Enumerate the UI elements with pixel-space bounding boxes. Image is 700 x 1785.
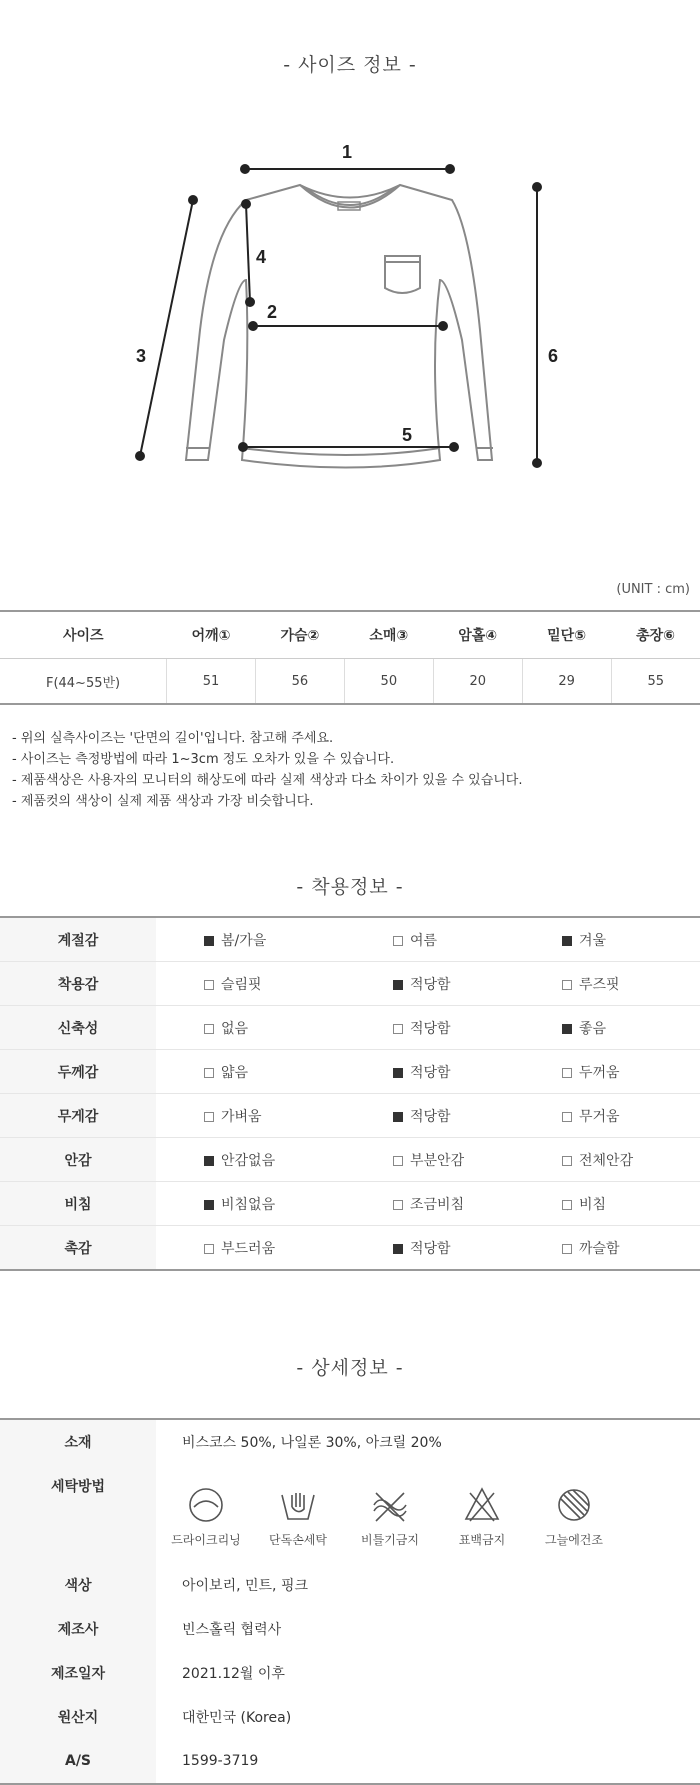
fit-option [562,917,700,962]
fit-option-label: 무거움 [579,1108,620,1125]
table-row [0,1695,700,1739]
unchecked-box-icon [204,1244,214,1254]
fit-label: 계절감 [0,917,156,962]
table-row [0,917,700,962]
fit-label: 촉감 [0,1226,156,1271]
table-row [0,1739,700,1784]
size-table [0,610,700,705]
fit-info-title: - 착용정보 - [296,876,404,898]
detail-label: 제조일자 [0,1651,156,1695]
unchecked-box-icon [393,936,403,946]
fit-option-label: 비침없음 [221,1196,276,1213]
fit-option [393,962,562,1006]
fit-option [156,1182,393,1226]
hand-wash-icon [278,1485,318,1525]
detail-label: 제조사 [0,1607,156,1651]
fit-option [393,1182,562,1226]
checked-box-icon [393,980,403,990]
unchecked-box-icon [204,1112,214,1122]
fit-option-label: 안감없음 [221,1152,276,1169]
fit-option [562,962,700,1006]
fit-option-label: 여름 [410,932,438,949]
detail-value: 대한민국 (Korea) [182,1710,292,1726]
cell-length: 55 [611,659,700,705]
fit-option-label: 적당함 [410,1108,451,1125]
fit-label: 착용감 [0,962,156,1006]
table-row [0,1419,700,1464]
fit-option [156,962,393,1006]
detail-label: 원산지 [0,1695,156,1739]
unchecked-box-icon [393,1156,403,1166]
table-row [0,659,700,705]
marker-1: 1 [342,142,353,162]
dry-clean-icon [186,1485,226,1525]
checked-box-icon [393,1244,403,1254]
unchecked-box-icon [562,1244,572,1254]
fit-option-label: 전체안감 [579,1152,634,1169]
unchecked-box-icon [204,1068,214,1078]
size-info-title: - 사이즈 정보 - [283,54,417,76]
detail-label: A/S [0,1739,156,1784]
shade-dry-icon [554,1485,594,1525]
care-icons [160,1485,699,1548]
fit-option [393,1006,562,1050]
fit-option [562,1050,700,1094]
fit-option [562,1006,700,1050]
table-row [0,962,700,1006]
unchecked-box-icon [393,1024,403,1034]
fit-option [562,1182,700,1226]
table-row [0,1226,700,1271]
fit-option-label: 없음 [221,1020,249,1037]
unchecked-box-icon [562,1112,572,1122]
cell-chest: 56 [255,659,344,705]
unchecked-box-icon [562,1156,572,1166]
table-row [0,1094,700,1138]
header-length: 총장⑥ [611,611,700,659]
table-row [0,1006,700,1050]
header-chest: 가슴② [255,611,344,659]
fit-option-label: 부분안감 [410,1152,465,1169]
fit-option [393,1050,562,1094]
material-label: 소재 [0,1419,156,1464]
marker-5: 5 [402,425,413,445]
checked-box-icon [393,1112,403,1122]
checked-box-icon [562,1024,572,1034]
fit-option-label: 부드러움 [221,1240,276,1257]
fit-option [156,1050,393,1094]
marker-3: 3 [136,346,147,366]
table-row [0,1182,700,1226]
no-wring-icon [370,1485,410,1525]
care-label: 그늘에건조 [545,1533,603,1547]
fit-label: 두께감 [0,1050,156,1094]
detail-value: 빈스홀릭 협력사 [182,1622,282,1638]
table-row [0,1138,700,1182]
cell-shoulder: 51 [167,659,256,705]
cell-sleeve: 50 [344,659,433,705]
unit-label: (UNIT : cm) [616,582,690,597]
note-line: - 사이즈는 측정방법에 따라 1~3cm 정도 오차가 있을 수 있습니다. [12,752,395,767]
header-shoulder: 어깨① [167,611,256,659]
fit-option [562,1226,700,1271]
fit-option-label: 겨울 [579,932,607,949]
fit-option [156,917,393,962]
fit-option-label: 봄/가을 [221,932,267,949]
care-item [160,1485,252,1548]
fit-option-label: 루즈핏 [579,976,620,993]
fit-option-label: 얇음 [221,1064,249,1081]
fit-option-label: 까슬함 [579,1240,620,1257]
fit-option [156,1138,393,1182]
marker-6: 6 [548,346,559,366]
header-armhole: 암홀④ [433,611,522,659]
checked-box-icon [204,1156,214,1166]
care-label: 단독손세탁 [269,1533,327,1547]
care-item [344,1485,436,1548]
fit-option [156,1094,393,1138]
cell-armhole: 20 [433,659,522,705]
detail-info-title: - 상세정보 - [296,1357,404,1379]
marker-4: 4 [256,247,267,267]
fit-label: 비침 [0,1182,156,1226]
detail-value: 2021.12월 이후 [182,1666,285,1682]
fit-option-label: 가벼움 [221,1108,262,1125]
unchecked-box-icon [562,980,572,990]
fit-label: 신축성 [0,1006,156,1050]
table-row [0,1050,700,1094]
fit-option-label: 적당함 [410,1064,451,1081]
checked-box-icon [562,936,572,946]
washing-label: 세탁방법 [0,1464,156,1563]
fit-label: 안감 [0,1138,156,1182]
header-hem: 밑단⑤ [522,611,611,659]
fit-option [393,917,562,962]
detail-label: 색상 [0,1563,156,1607]
fit-option [393,1138,562,1182]
fit-option-label: 비침 [579,1196,607,1213]
garment-measurement-diagram [0,130,700,550]
fit-option-label: 좋음 [579,1020,607,1037]
header-sleeve: 소매③ [344,611,433,659]
unchecked-box-icon [204,980,214,990]
table-row [0,1464,700,1563]
care-label: 드라이크리닝 [171,1533,241,1547]
table-row [0,1651,700,1695]
fit-option-label: 적당함 [410,1020,451,1037]
fit-option-label: 조금비침 [410,1196,465,1213]
cell-size: F(44~55반) [45,675,121,691]
fit-option-label: 적당함 [410,1240,451,1257]
size-table-header [0,611,700,659]
care-item [528,1485,620,1548]
detail-value: 1599-3719 [182,1753,259,1769]
fit-option [156,1226,393,1271]
detail-info-table [0,1418,700,1785]
size-notes [12,728,523,812]
no-bleach-icon [462,1485,502,1525]
fit-label: 무게감 [0,1094,156,1138]
note-line: - 제품컷의 색상이 실제 제품 색상과 가장 비슷합니다. [12,794,314,809]
unchecked-box-icon [393,1200,403,1210]
care-label: 표백금지 [458,1533,506,1547]
material-value: 비스코스 50%, 나일론 30%, 아크릴 20% [182,1435,442,1451]
fit-option-label: 슬림핏 [221,976,262,993]
unchecked-box-icon [204,1024,214,1034]
note-line: - 위의 실측사이즈는 '단면의 길이'입니다. 참고해 주세요. [12,731,334,746]
fit-option-label: 적당함 [410,976,451,993]
header-size: 사이즈 [0,611,167,659]
fit-option [393,1094,562,1138]
fit-option [156,1006,393,1050]
unchecked-box-icon [562,1068,572,1078]
table-row [0,1563,700,1607]
cell-hem: 29 [522,659,611,705]
care-item [436,1485,528,1548]
checked-box-icon [393,1068,403,1078]
fit-option [393,1226,562,1271]
table-row [0,1607,700,1651]
fit-option-label: 두꺼움 [579,1064,620,1081]
detail-value: 아이보리, 민트, 핑크 [182,1578,308,1594]
note-line: - 제품색상은 사용자의 모니터의 해상도에 따라 실제 색상과 다소 차이가 있을 수 있습니다. [12,773,523,788]
checked-box-icon [204,936,214,946]
fit-option [562,1094,700,1138]
marker-2: 2 [267,302,278,322]
checked-box-icon [204,1200,214,1210]
care-item [252,1485,344,1548]
fit-option [562,1138,700,1182]
unchecked-box-icon [562,1200,572,1210]
care-label: 비틀기금지 [361,1533,419,1547]
fit-info-table [0,916,700,1271]
